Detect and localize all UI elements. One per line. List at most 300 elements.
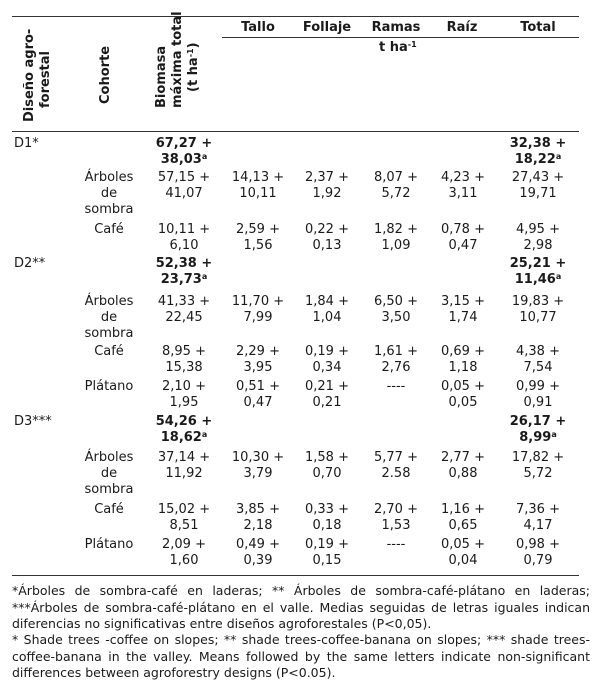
total-text: 11,46 xyxy=(514,272,556,287)
ramas-value xyxy=(364,360,428,376)
tallo-text: 2,59 + xyxy=(236,222,280,237)
cohort-line: sombra xyxy=(84,202,134,217)
total-text: 5,72 xyxy=(523,466,553,481)
follaje-value xyxy=(296,518,358,534)
raiz-value xyxy=(434,310,492,326)
ramas-text: 1,61 + xyxy=(374,344,418,359)
bio-value xyxy=(150,186,218,202)
header-biomass: Biomasa máxima total (t $ha^{-1}$) xyxy=(154,11,201,108)
raiz-value xyxy=(434,450,492,466)
raiz-value xyxy=(434,518,492,534)
bio-cell xyxy=(150,256,218,288)
ramas-text: 2.58 xyxy=(381,466,411,481)
bio-text: 22,45 xyxy=(165,310,203,325)
design-label: D3*** xyxy=(14,414,52,429)
bio-text: 67,27 + xyxy=(155,136,213,151)
ramas-text: 6,50 + xyxy=(374,294,418,309)
bio-value xyxy=(150,518,218,534)
cohort-line: Café xyxy=(94,344,124,359)
tallo-value xyxy=(226,238,290,254)
total-text: 17,82 + xyxy=(511,450,565,465)
follaje-cell xyxy=(296,344,358,376)
total-text: 7,36 + xyxy=(516,502,560,517)
bio-value xyxy=(150,344,218,360)
follaje-value xyxy=(296,450,358,466)
ramas-value xyxy=(364,537,428,553)
total-text: 4,38 + xyxy=(516,344,560,359)
bio-text: 6,10 xyxy=(169,238,199,253)
total-text: 0,79 xyxy=(523,553,553,568)
total-value xyxy=(498,152,578,168)
total-value xyxy=(498,502,578,518)
follaje-text: 0,22 + xyxy=(305,222,349,237)
ramas-text: ---- xyxy=(386,379,406,394)
bio-value xyxy=(150,466,218,482)
ramas-cell xyxy=(364,502,428,534)
tallo-text: 3,79 xyxy=(243,466,273,481)
follaje-cell xyxy=(296,450,358,482)
significance-letter: a xyxy=(551,430,557,439)
bio-cell xyxy=(150,502,218,534)
design-label: D2** xyxy=(14,256,46,271)
ramas-text: 5,77 + xyxy=(374,450,418,465)
raiz-text: 1,16 + xyxy=(441,502,485,517)
bio-text: 23,73 xyxy=(160,272,202,287)
tallo-text: 3,85 + xyxy=(236,502,280,517)
ramas-text: 5,72 xyxy=(381,186,411,201)
bio-value xyxy=(150,360,218,376)
bio-value xyxy=(150,222,218,238)
ramas-text: 1,09 xyxy=(381,238,411,253)
bio-cell xyxy=(150,170,218,202)
total-value xyxy=(498,518,578,534)
raiz-text: 2,77 + xyxy=(441,450,485,465)
bio-text: 52,38 + xyxy=(155,256,213,271)
ramas-cell xyxy=(364,222,428,254)
top-rule xyxy=(12,16,579,17)
tallo-value xyxy=(226,466,290,482)
total-cell xyxy=(498,414,578,446)
footnote-es: *Árboles de sombra-café en laderas; ** Árboles de sombra-café-plátano en laderas; ***Árboles de sombra-café-plátano en el valle. Medias seguidas de letras iguales indican diferencias no significativas entre diseños agroforestales (P<0,05). xyxy=(12,583,590,631)
bio-value xyxy=(150,414,218,430)
total-value xyxy=(498,430,578,446)
ramas-value xyxy=(364,238,428,254)
raiz-value xyxy=(434,170,492,186)
follaje-text: 0,34 xyxy=(312,360,342,375)
cohort-label xyxy=(72,222,146,238)
ramas-text: 8,07 + xyxy=(374,170,418,185)
follaje-value xyxy=(296,502,358,518)
follaje-value xyxy=(296,238,358,254)
bio-cell xyxy=(150,414,218,446)
cohort-label xyxy=(72,537,146,553)
total-text: 26,17 + xyxy=(509,414,567,429)
bio-text: 2,09 + xyxy=(162,537,206,552)
raiz-text: 3,15 + xyxy=(441,294,485,309)
raiz-text: 0,47 xyxy=(448,238,478,253)
tallo-value xyxy=(226,186,290,202)
total-cell xyxy=(498,222,578,254)
tallo-value xyxy=(226,360,290,376)
follaje-text: 2,37 + xyxy=(305,170,349,185)
bio-text: 15,38 xyxy=(165,360,203,375)
raiz-text: 0,69 + xyxy=(441,344,485,359)
significance-letter: a xyxy=(201,430,208,439)
header-total: Total xyxy=(520,20,556,35)
bio-value xyxy=(150,310,218,326)
follaje-cell xyxy=(296,170,358,202)
bio-value xyxy=(150,136,218,152)
tallo-value xyxy=(226,344,290,360)
ramas-value xyxy=(364,344,428,360)
tallo-cell xyxy=(226,222,290,254)
total-value xyxy=(498,238,578,254)
cohort-line: Árboles xyxy=(84,450,134,465)
total-value xyxy=(498,272,578,288)
total-text: 7,54 xyxy=(523,360,553,375)
follaje-value xyxy=(296,186,358,202)
raiz-value xyxy=(434,395,492,411)
total-text: 32,38 + xyxy=(509,136,567,151)
tallo-cell xyxy=(226,537,290,569)
total-value xyxy=(498,379,578,395)
tallo-value xyxy=(226,310,290,326)
header-tallo: Tallo xyxy=(241,20,275,35)
follaje-text: 0,18 xyxy=(312,518,342,533)
follaje-cell xyxy=(296,537,358,569)
bio-text: 18,62 xyxy=(160,430,202,445)
tallo-text: 10,30 + xyxy=(231,450,285,465)
total-text: 4,95 + xyxy=(516,222,560,237)
raiz-text: 0,65 xyxy=(448,518,478,533)
ramas-value xyxy=(364,450,428,466)
bio-value xyxy=(150,152,218,168)
bio-value xyxy=(150,379,218,395)
total-value xyxy=(498,256,578,272)
follaje-text: 0,33 + xyxy=(305,502,349,517)
total-text: 19,71 xyxy=(519,186,557,201)
tallo-value xyxy=(226,170,290,186)
follaje-value xyxy=(296,466,358,482)
cohort-label xyxy=(72,170,146,218)
raiz-value xyxy=(434,466,492,482)
raiz-cell xyxy=(434,222,492,254)
tallo-cell xyxy=(226,379,290,411)
follaje-text: 0,19 + xyxy=(305,344,349,359)
cohort-line: sombra xyxy=(84,326,134,341)
follaje-value xyxy=(296,360,358,376)
bio-value xyxy=(150,450,218,466)
raiz-value xyxy=(434,537,492,553)
total-cell xyxy=(498,344,578,376)
ramas-cell xyxy=(364,537,428,553)
follaje-value xyxy=(296,553,358,569)
ramas-text: 2,76 xyxy=(381,360,411,375)
follaje-value xyxy=(296,222,358,238)
total-cell xyxy=(498,136,578,168)
total-text: 0,98 + xyxy=(516,537,560,552)
cohort-line: Plátano xyxy=(84,537,134,552)
ramas-text: 3,50 xyxy=(381,310,411,325)
tallo-value xyxy=(226,518,290,534)
total-cell xyxy=(498,294,578,326)
ramas-value xyxy=(364,294,428,310)
bio-text: 54,26 + xyxy=(155,414,213,429)
total-value xyxy=(498,466,578,482)
bio-text: 37,14 + xyxy=(157,450,211,465)
header-raiz: Raíz xyxy=(446,20,478,35)
total-value xyxy=(498,450,578,466)
ramas-text: 1,53 xyxy=(381,518,411,533)
tallo-text: 0,47 xyxy=(243,395,273,410)
bio-text: 2,10 + xyxy=(162,379,206,394)
raiz-cell xyxy=(434,379,492,411)
cohort-label xyxy=(72,294,146,342)
raiz-text: 1,18 xyxy=(448,360,478,375)
total-cell xyxy=(498,170,578,202)
subheader-rule xyxy=(222,37,579,38)
header-unit: t $ha^{-1}$ xyxy=(379,40,417,55)
ramas-value xyxy=(364,222,428,238)
ramas-cell xyxy=(364,344,428,376)
bio-cell xyxy=(150,450,218,482)
ramas-value xyxy=(364,170,428,186)
bio-value xyxy=(150,553,218,569)
raiz-cell xyxy=(434,344,492,376)
cohort-line: de xyxy=(100,466,118,481)
raiz-cell xyxy=(434,537,492,569)
cohort-line: de xyxy=(100,310,118,325)
cohort-line: Árboles xyxy=(84,294,134,309)
significance-letter: a xyxy=(201,272,208,281)
raiz-value xyxy=(434,344,492,360)
bio-value xyxy=(150,256,218,272)
significance-letter: a xyxy=(201,152,208,161)
raiz-text: 4,23 + xyxy=(441,170,485,185)
tallo-text: 0,49 + xyxy=(236,537,280,552)
cohort-line: de xyxy=(100,186,118,201)
tallo-cell xyxy=(226,170,290,202)
bio-text: 41,33 + xyxy=(157,294,211,309)
tallo-text: 2,18 xyxy=(243,518,273,533)
tallo-cell xyxy=(226,344,290,376)
bio-value xyxy=(150,430,218,446)
total-text: 10,77 xyxy=(519,310,557,325)
ramas-cell xyxy=(364,379,428,395)
header-ramas: Ramas xyxy=(371,20,421,35)
footnote-en: * Shade trees -coffee on slopes; ** shade trees-coffee-banana on slopes; *** shade trees-coffee-banana in the valley. Means followed by the same letters indicate non-significant differences between agroforestry designs (P<0.05). xyxy=(12,632,590,680)
total-value xyxy=(498,553,578,569)
total-cell xyxy=(498,502,578,534)
follaje-text: 0,70 xyxy=(312,466,342,481)
significance-letter: a xyxy=(555,272,562,281)
cohort-label xyxy=(72,379,146,395)
follaje-value xyxy=(296,310,358,326)
follaje-text: 0,21 + xyxy=(305,379,349,394)
bio-value xyxy=(150,395,218,411)
tallo-value xyxy=(226,379,290,395)
bio-text: 15,02 + xyxy=(157,502,211,517)
tallo-value xyxy=(226,294,290,310)
tallo-text: 3,95 xyxy=(243,360,273,375)
total-text: 8,99 xyxy=(519,430,552,445)
bio-cell xyxy=(150,379,218,411)
tallo-cell xyxy=(226,450,290,482)
tallo-cell xyxy=(226,502,290,534)
cohort-line: Café xyxy=(94,222,124,237)
bio-value xyxy=(150,294,218,310)
cohort-label xyxy=(72,502,146,518)
follaje-text: 1,04 xyxy=(312,310,342,325)
raiz-cell xyxy=(434,170,492,202)
tallo-text: 0,39 xyxy=(243,553,273,568)
raiz-value xyxy=(434,379,492,395)
follaje-value xyxy=(296,395,358,411)
total-text: 2,98 xyxy=(523,238,553,253)
cohort-label xyxy=(72,344,146,360)
follaje-cell xyxy=(296,222,358,254)
raiz-value xyxy=(434,360,492,376)
follaje-cell xyxy=(296,379,358,411)
raiz-value xyxy=(434,186,492,202)
total-cell xyxy=(498,537,578,569)
raiz-value xyxy=(434,238,492,254)
tallo-text: 0,51 + xyxy=(236,379,280,394)
cohort-line: Plátano xyxy=(84,379,134,394)
total-cell xyxy=(498,256,578,288)
bio-text: 1,60 xyxy=(169,553,199,568)
follaje-value xyxy=(296,170,358,186)
significance-letter: a xyxy=(555,152,562,161)
bio-value xyxy=(150,238,218,254)
follaje-text: 0,19 + xyxy=(305,537,349,552)
tallo-cell xyxy=(226,294,290,326)
total-value xyxy=(498,360,578,376)
tallo-text: 1,56 xyxy=(243,238,273,253)
total-value xyxy=(498,310,578,326)
total-text: 25,21 + xyxy=(509,256,567,271)
raiz-cell xyxy=(434,502,492,534)
total-value xyxy=(498,222,578,238)
total-value xyxy=(498,170,578,186)
tallo-text: 14,13 + xyxy=(231,170,285,185)
bio-cell xyxy=(150,344,218,376)
total-text: 0,99 + xyxy=(516,379,560,394)
cohort-label xyxy=(72,450,146,498)
bio-cell xyxy=(150,136,218,168)
bio-text: 41,07 xyxy=(165,186,203,201)
cohort-line: Árboles xyxy=(84,170,134,185)
follaje-value xyxy=(296,537,358,553)
raiz-cell xyxy=(434,294,492,326)
total-text: 4,17 xyxy=(523,518,553,533)
total-text: 18,22 xyxy=(514,152,556,167)
follaje-value xyxy=(296,344,358,360)
ramas-cell xyxy=(364,294,428,326)
tallo-text: 2,29 + xyxy=(236,344,280,359)
raiz-text: 0,04 xyxy=(448,553,478,568)
design-label: D1* xyxy=(14,136,39,151)
raiz-value xyxy=(434,502,492,518)
bio-value xyxy=(150,170,218,186)
raiz-value xyxy=(434,294,492,310)
tallo-value xyxy=(226,450,290,466)
ramas-value xyxy=(364,379,428,395)
header-design: Diseño agro- forestal xyxy=(22,28,53,122)
raiz-text: 0,05 + xyxy=(441,537,485,552)
total-text: 27,43 + xyxy=(511,170,565,185)
tallo-value xyxy=(226,502,290,518)
raiz-value xyxy=(434,553,492,569)
cohort-line: Café xyxy=(94,502,124,517)
ramas-cell xyxy=(364,450,428,482)
tallo-text: 11,70 + xyxy=(231,294,285,309)
header-cohort: Cohorte xyxy=(98,45,113,104)
ramas-value xyxy=(364,466,428,482)
raiz-cell xyxy=(434,450,492,482)
follaje-text: 1,58 + xyxy=(305,450,349,465)
tallo-value xyxy=(226,395,290,411)
ramas-text: 2,70 + xyxy=(374,502,418,517)
follaje-value xyxy=(296,379,358,395)
follaje-text: 1,84 + xyxy=(305,294,349,309)
ramas-value xyxy=(364,186,428,202)
cohort-line: sombra xyxy=(84,482,134,497)
ramas-cell xyxy=(364,170,428,202)
total-value xyxy=(498,294,578,310)
ramas-value xyxy=(364,310,428,326)
bio-text: 11,92 xyxy=(165,466,203,481)
total-cell xyxy=(498,379,578,411)
ramas-value xyxy=(364,518,428,534)
total-value xyxy=(498,414,578,430)
follaje-cell xyxy=(296,294,358,326)
raiz-text: 0,88 xyxy=(448,466,478,481)
raiz-value xyxy=(434,222,492,238)
total-text: 0,91 xyxy=(523,395,553,410)
bio-text: 8,51 xyxy=(169,518,199,533)
total-text: 19,83 + xyxy=(511,294,565,309)
bio-value xyxy=(150,502,218,518)
bio-cell xyxy=(150,294,218,326)
header-bottom-rule xyxy=(12,131,579,132)
bio-text: 10,11 + xyxy=(157,222,211,237)
total-cell xyxy=(498,450,578,482)
bio-text: 38,03 xyxy=(160,152,202,167)
tallo-value xyxy=(226,537,290,553)
bio-text: 8,95 + xyxy=(162,344,206,359)
ramas-value xyxy=(364,502,428,518)
follaje-text: 0,21 xyxy=(312,395,342,410)
header-follaje: Follaje xyxy=(302,20,352,35)
raiz-text: 3,11 xyxy=(448,186,478,201)
follaje-value xyxy=(296,294,358,310)
follaje-text: 1,92 xyxy=(312,186,342,201)
raiz-text: 0,05 xyxy=(448,395,478,410)
bio-text: 57,15 + xyxy=(157,170,211,185)
total-value xyxy=(498,395,578,411)
follaje-cell xyxy=(296,502,358,534)
tallo-text: 7,99 xyxy=(243,310,273,325)
total-value xyxy=(498,136,578,152)
bio-cell xyxy=(150,222,218,254)
tallo-value xyxy=(226,553,290,569)
bio-cell xyxy=(150,537,218,569)
tallo-value xyxy=(226,222,290,238)
raiz-text: 0,05 + xyxy=(441,379,485,394)
tallo-text: 10,11 xyxy=(239,186,277,201)
follaje-text: 0,15 xyxy=(312,553,342,568)
